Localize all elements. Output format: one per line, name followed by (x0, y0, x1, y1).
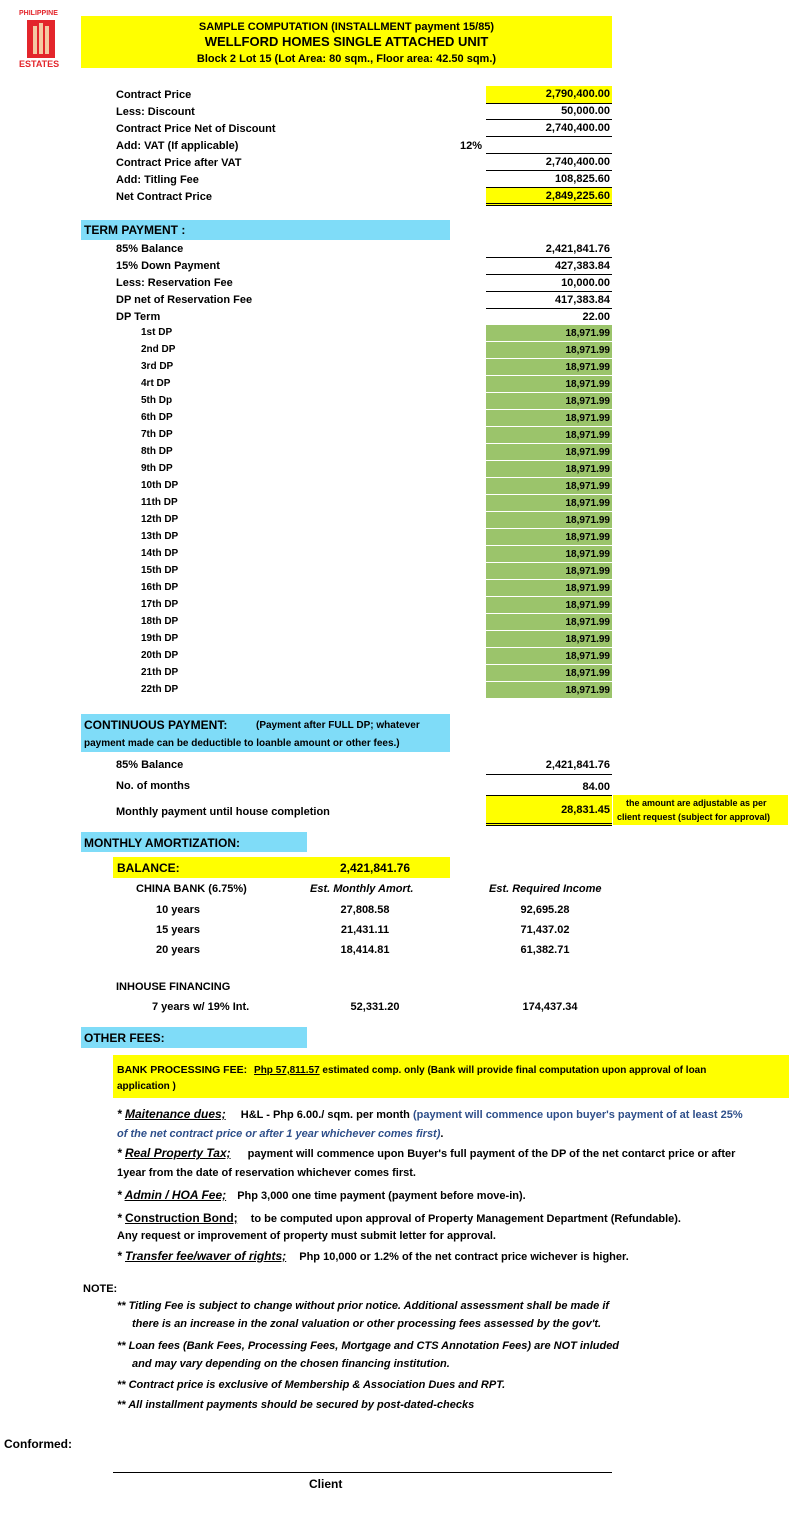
logo-bottom-text: ESTATES (19, 59, 60, 69)
bond-label: Construction Bond; (125, 1211, 238, 1225)
amort-term: 20 years (156, 944, 201, 956)
vat-rate: 12% (460, 140, 483, 152)
dp-row-value: 18,971.99 (486, 529, 612, 546)
transfer-line: * Transfer fee/waver of rights; Php 10,000 or 1.2% of the net contract price wichever is higher. (117, 1249, 629, 1263)
note-title: NOTE: (83, 1283, 118, 1295)
months-value: 84.00 (486, 779, 612, 796)
dp-row-value: 18,971.99 (486, 512, 612, 529)
client-label: Client (309, 1477, 343, 1491)
inhouse-income: 174,437.34 (522, 1001, 578, 1013)
continuous-balance-value: 2,421,841.76 (486, 757, 612, 775)
dp-row-label: 6th DP (141, 412, 173, 423)
term-payment-title: TERM PAYMENT : (84, 223, 186, 237)
col-monthly-amort: Est. Monthly Amort. (310, 883, 414, 895)
dp-row-value: 18,971.99 (486, 325, 612, 342)
term-row-value: 427,383.84 (486, 258, 612, 275)
logo-top-text: PHILIPPINE (19, 10, 58, 17)
amortization-title: MONTHLY AMORTIZATION: (84, 836, 240, 850)
dp-row-value: 18,971.99 (486, 563, 612, 580)
dp-row-value: 18,971.99 (486, 631, 612, 648)
bond-line-1: * Construction Bond; to be computed upon approval of Property Management Department (Refundable). (117, 1211, 681, 1225)
months-label: No. of months (116, 780, 190, 792)
maintenance-note-2: of the net contract price or after 1 year whichever comes first) (117, 1128, 441, 1140)
bond-line-2: Any request or improvement of property must submit letter for approval. (117, 1230, 496, 1242)
maintenance-label: Maitenance dues; (125, 1107, 226, 1121)
pricing-label: Add: Titling Fee (116, 174, 199, 186)
term-row-label: Less: Reservation Fee (116, 277, 233, 289)
pricing-value: 2,740,400.00 (486, 120, 612, 137)
dp-row-value: 18,971.99 (486, 546, 612, 563)
term-row-label: 85% Balance (116, 243, 184, 255)
inhouse-term: 7 years w/ 19% Int. (152, 1001, 250, 1013)
note-4: ** All installment payments should be secured by post-dated-checks (117, 1399, 475, 1411)
continuous-balance-label: 85% Balance (116, 759, 184, 771)
dp-row-label: 13th DP (141, 531, 179, 542)
amort-term: 10 years (156, 904, 201, 916)
note-1b: there is an increase in the zonal valuation or other processing fees assessed by the gov't. (132, 1318, 602, 1330)
pricing-value: 2,790,400.00 (486, 86, 612, 104)
balance-label: BALANCE: (117, 861, 180, 875)
term-row-label: 15% Down Payment (116, 260, 220, 272)
pricing-value: 2,740,400.00 (486, 154, 612, 171)
term-row-value: 22.00 (486, 309, 612, 326)
logo-emblem-icon (27, 20, 55, 58)
dp-row-label: 11th DP (141, 497, 178, 508)
maintenance-note-1: (payment will commence upon buyer's payment of at least 25% (412, 1109, 743, 1121)
inhouse-title: INHOUSE FINANCING (116, 981, 231, 993)
net-contract-price-value: 2,849,225.60 (486, 188, 612, 206)
dp-row-label: 8th DP (141, 446, 173, 457)
maintenance-line-2: of the net contract price or after 1 year whichever comes first). (117, 1128, 444, 1140)
bank-fee-line-1 (117, 1063, 706, 1078)
bank-fee-text: estimated comp. only (Bank will provide final computation upon approval of loan (319, 1065, 707, 1076)
admin-line: * Admin / HOA Fee; Php 3,000 one time payment (payment before move-in). (117, 1188, 526, 1202)
signature-line (113, 1472, 612, 1473)
pricing-label: Contract Price (116, 89, 192, 101)
header-line-1: SAMPLE COMPUTATION (INSTALLMENT payment 15/85) (198, 21, 495, 33)
dp-row-label: 9th DP (141, 463, 173, 474)
term-row-label: DP Term (116, 311, 161, 323)
dp-row-value: 18,971.99 (486, 359, 612, 376)
term-row-label: DP net of Reservation Fee (116, 294, 253, 306)
term-row-value: 2,421,841.76 (486, 241, 612, 258)
rpt-line-1: * Real Property Tax; payment will commence upon Buyer's full payment of the DP of the net contarct price or after (117, 1146, 736, 1160)
dp-row-label: 17th DP (141, 599, 179, 610)
header-line-3: Block 2 Lot 15 (Lot Area: 80 sqm., Floor area: 42.50 sqm.) (196, 53, 497, 65)
admin-text: Php 3,000 one time payment (payment before move-in). (237, 1190, 526, 1202)
dp-row-label: 12th DP (141, 514, 179, 525)
pricing-label: Add: VAT (If applicable) (116, 140, 239, 152)
dp-row-value: 18,971.99 (486, 461, 612, 478)
bank-name: CHINA BANK (6.75%) (136, 883, 247, 895)
dp-row-label: 22th DP (141, 684, 179, 695)
rpt-text-1: payment will commence upon Buyer's full payment of the DP of the net contarct price or after (247, 1148, 736, 1160)
bank-fee-label: BANK PROCESSING FEE: (117, 1064, 248, 1076)
note-2a: ** Loan fees (Bank Fees, Processing Fees, Mortgage and CTS Annotation Fees) are NOT inluded (117, 1340, 620, 1352)
dp-row-label: 2nd DP (141, 344, 176, 355)
maintenance-line-1: * Maitenance dues; H&L - Php 6.00./ sqm. per month (payment will commence upon buyer's payment of at least 25% (117, 1107, 743, 1121)
pricing-value: 50,000.00 (486, 103, 612, 120)
bank-fee-line-2: application ) (117, 1081, 176, 1092)
other-fees-title: OTHER FEES: (84, 1031, 165, 1045)
note-2b: and may vary depending on the chosen financing institution. (132, 1358, 450, 1370)
dp-row-value: 18,971.99 (486, 376, 612, 393)
dp-row-label: 14th DP (141, 548, 179, 559)
dp-row-value: 18,971.99 (486, 478, 612, 495)
continuous-title: CONTINUOUS PAYMENT: (84, 718, 228, 732)
bank-fee-amount: Php 57,811.57 (254, 1065, 320, 1076)
company-logo (17, 10, 69, 70)
amort-term: 15 years (156, 924, 201, 936)
income-value: 71,437.02 (520, 924, 570, 936)
pricing-label: Net Contract Price (116, 191, 212, 203)
dp-row-label: 3rd DP (141, 361, 174, 372)
dp-row-value: 18,971.99 (486, 393, 612, 410)
pricing-label: Contract Price Net of Discount (116, 123, 276, 135)
dp-row-label: 1st DP (141, 327, 173, 338)
conformed-label: Conformed: (4, 1437, 72, 1451)
dp-row-value: 18,971.99 (486, 410, 612, 427)
continuous-subtitle-2: payment made can be deductible to loanble amount or other fees.) (84, 738, 400, 749)
inhouse-amort: 52,331.20 (350, 1001, 400, 1013)
balance-value: 2,421,841.76 (340, 861, 411, 875)
dp-row-label: 4rt DP (141, 378, 171, 389)
dp-row-label: 5th Dp (141, 395, 173, 406)
maintenance-text: H&L - Php 6.00./ sqm. per month (240, 1109, 410, 1121)
pricing-label: Less: Discount (116, 106, 195, 118)
pricing-value: 108,825.60 (486, 171, 612, 188)
bond-text: to be computed upon approval of Property Management Department (Refundable). (250, 1213, 681, 1225)
dp-row-value: 18,971.99 (486, 580, 612, 597)
rpt-label: Real Property Tax; (125, 1146, 231, 1160)
dp-row-label: 21th DP (141, 667, 179, 678)
income-value: 92,695.28 (520, 904, 570, 916)
rpt-line-2: 1year from the date of reservation whichever comes first. (117, 1167, 416, 1179)
term-row-value: 10,000.00 (486, 275, 612, 292)
dp-row-value: 18,971.99 (486, 682, 612, 699)
dp-row-label: 20th DP (141, 650, 179, 661)
dp-row-label: 7th DP (141, 429, 173, 440)
dp-row-value: 18,971.99 (486, 342, 612, 359)
amort-value: 27,808.58 (340, 904, 390, 916)
adjustable-note: the amount are adjustable as per client request (subject for approval) (613, 795, 788, 825)
dp-row-value: 18,971.99 (486, 665, 612, 682)
admin-label: Admin / HOA Fee; (124, 1188, 227, 1202)
amort-value: 18,414.81 (340, 944, 390, 956)
dp-row-value: 18,971.99 (486, 614, 612, 631)
income-value: 61,382.71 (520, 944, 570, 956)
dp-row-label: 10th DP (141, 480, 179, 491)
dp-row-label: 19th DP (141, 633, 179, 644)
pricing-value (486, 137, 612, 154)
dp-row-label: 15th DP (141, 565, 179, 576)
pricing-label: Contract Price after VAT (116, 157, 242, 169)
amort-value: 21,431.11 (340, 924, 390, 936)
term-row-value: 417,383.84 (486, 292, 612, 309)
transfer-label: Transfer fee/waver of rights; (125, 1249, 287, 1263)
dp-row-value: 18,971.99 (486, 597, 612, 614)
note-3: ** Contract price is exclusive of Membership & Association Dues and RPT. (117, 1379, 506, 1391)
col-required-income: Est. Required Income (489, 883, 602, 895)
note-1a: ** Titling Fee is subject to change without prior notice. Additional assessment shall be made if (117, 1300, 610, 1312)
dp-row-value: 18,971.99 (486, 444, 612, 461)
transfer-text: Php 10,000 or 1.2% of the net contract price wichever is higher. (299, 1251, 629, 1263)
dp-row-label: 18th DP (141, 616, 179, 627)
dp-row-value: 18,971.99 (486, 648, 612, 665)
continuous-subtitle-1: (Payment after FULL DP; whatever (256, 720, 420, 731)
dp-row-value: 18,971.99 (486, 495, 612, 512)
header-line-2: WELLFORD HOMES SINGLE ATTACHED UNIT (204, 34, 489, 49)
dp-row-label: 16th DP (141, 582, 179, 593)
monthly-payment-label: Monthly payment until house completion (116, 806, 330, 818)
monthly-payment-value: 28,831.45 (486, 796, 612, 826)
dp-row-value: 18,971.99 (486, 427, 612, 444)
